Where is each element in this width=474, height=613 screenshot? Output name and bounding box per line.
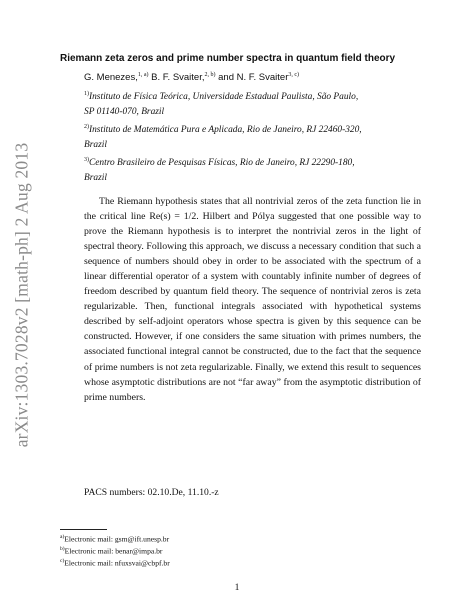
footnote-text: Electronic mail: benar@impa.br xyxy=(64,546,163,556)
footnote xyxy=(60,546,260,556)
affiliation-line: Centro Brasileiro de Pesquisas Físicas, Rio de Janeiro, RJ 22290-180, xyxy=(89,158,355,169)
arxiv-stamp-text: arXiv:1303.7028v2 [math-ph] 2 Aug 2013 xyxy=(11,142,32,448)
affiliation-line: SP 01140-070, Brazil xyxy=(84,107,165,118)
footnote-text: Electronic mail: nfuxsvai@cbpf.br xyxy=(64,558,170,568)
paper-title: Riemann zeta zeros and prime number spectra in quantum field theory xyxy=(60,53,396,64)
affiliation-mark: 2) xyxy=(84,124,89,130)
affiliation-mark: 1) xyxy=(84,91,89,97)
footnote xyxy=(60,534,260,544)
author-name: G. Menezes, xyxy=(84,72,138,84)
footnote-rule xyxy=(60,529,107,530)
affiliation xyxy=(84,153,374,186)
footnote-mark: b) xyxy=(60,546,65,552)
affiliation-line: Instituto de Matemática Pura e Aplicada, Rio de Janeiro, RJ 22460-320, xyxy=(89,125,362,136)
affiliation-line: Brazil xyxy=(84,140,107,151)
author-marks: 2, b) xyxy=(204,72,216,78)
footnote-mark: a) xyxy=(60,534,65,540)
pacs-numbers: PACS numbers: 02.10.De, 11.10.-z xyxy=(84,487,219,498)
author-marks: 1, a) xyxy=(137,72,149,78)
author-name: B. F. Svaiter, xyxy=(151,72,205,84)
abstract xyxy=(84,194,421,405)
author-list xyxy=(84,72,444,83)
affiliation xyxy=(84,120,374,153)
affiliation-line: Instituto de Física Teórica, Universidade Estadual Paulista, São Paulo, xyxy=(89,92,359,103)
arxiv-stamp xyxy=(2,142,42,448)
footnote xyxy=(60,558,260,568)
affiliation xyxy=(84,87,374,120)
author-name: and N. F. Svaiter xyxy=(218,72,289,84)
footnote-mark: c) xyxy=(60,558,65,564)
affiliation-line: Brazil xyxy=(84,173,107,184)
author-marks: 3, c) xyxy=(288,72,300,78)
page-number: 1 xyxy=(234,582,240,593)
affiliation-mark: 3) xyxy=(84,157,89,163)
footnote-text: Electronic mail: gsm@ift.unesp.br xyxy=(64,534,170,544)
abstract-text: The Riemann hypothesis states that all nontrivial zeros of the zeta function lie in the critical line Re(s) = 1/2. Hilbert and Pólya suggested that one possible way to prove the Riemann hypothesis is to interpret the nontrivial zeros in the light of spectral theory. Following this approach, we discuss a necessary condition that such a sequence of numbers should obey in order to be associated with the spectrum of a linear differential operator of a system with countably infinite number of degrees of freedom described by quantum field theory. The sequence of nontrivial zeros is zeta regularizable. Then, functional integrals associated with hypothetical systems described by self-adjoint operators whose spectra is given by this sequence can be constructed. However, if one considers the same situation with primes numbers, the associated functional integral cannot be constructed, due to the fact that the sequence of prime numbers is not zeta regularizable. Finally, we extend this result to sequences whose asymptotic distributions are not “far away” from the asymptotic distribution of prime numbers. xyxy=(84,196,421,403)
